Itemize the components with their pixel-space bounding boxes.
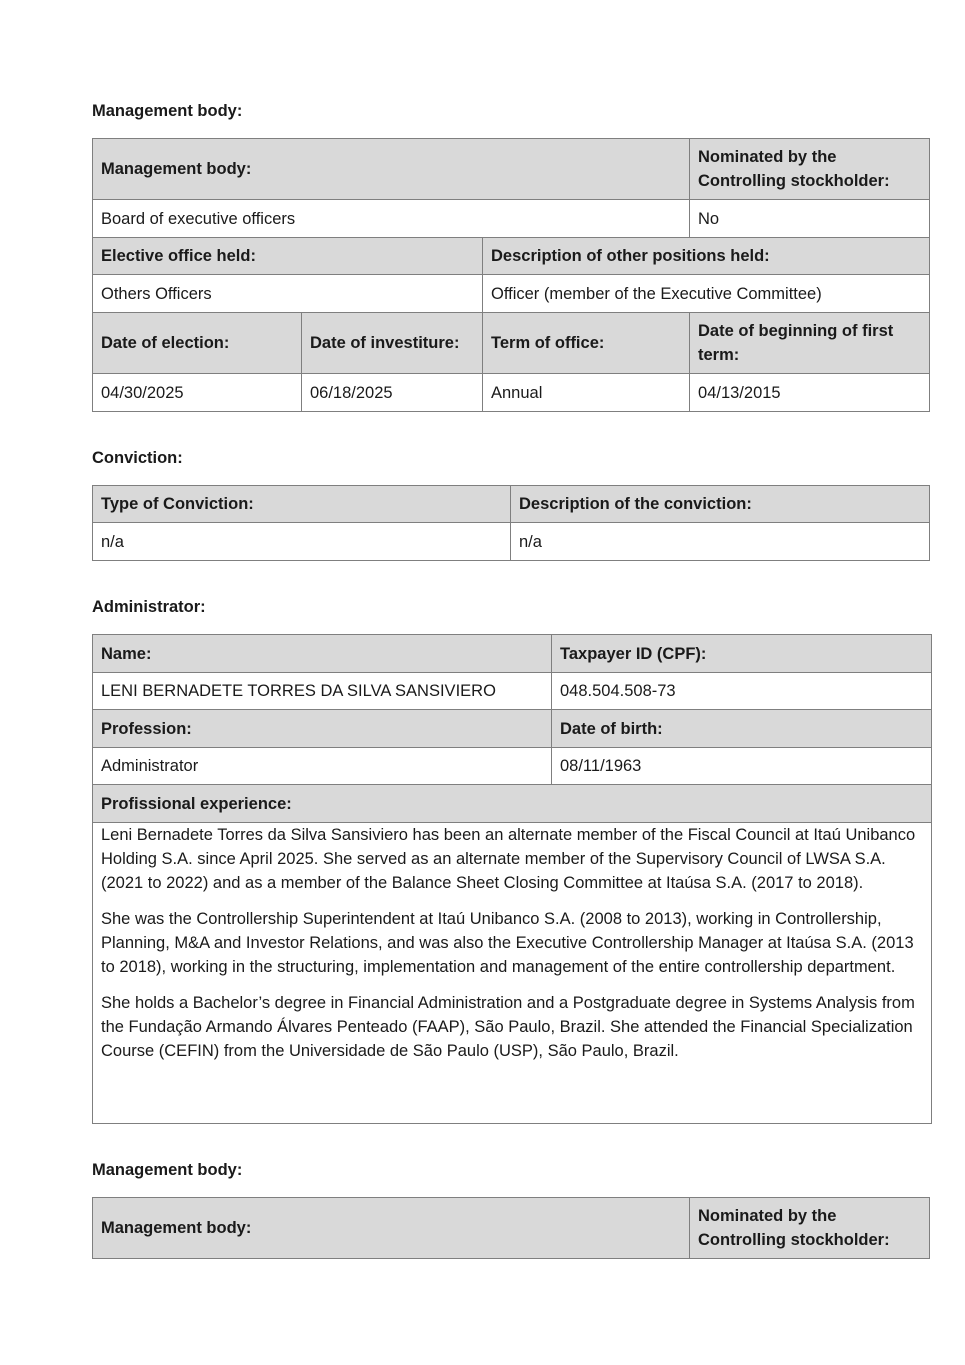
management-body-label: Management body: [93, 139, 690, 200]
conviction-section-title: Conviction: [92, 449, 183, 467]
term-value: Annual [483, 374, 690, 412]
date-investiture-label: Date of investiture: [302, 313, 483, 374]
date-election-label: Date of election: [93, 313, 302, 374]
experience-label: Profissional experience: [93, 785, 932, 823]
management-body-label-2: Management body: [93, 1198, 690, 1259]
name-label: Name: [93, 635, 552, 673]
first-term-value: 04/13/2015 [690, 374, 930, 412]
profession-label: Profession: [93, 710, 552, 748]
nominated-value: No [690, 200, 930, 238]
management-body-table [92, 138, 930, 412]
experience-paragraph: She holds a Bachelor’s degree in Financial Administration and a Postgraduate degree in Systems Analysis from the Fundação Armando Álvares Penteado (FAAP), São Paulo, Brazil. She attended the Financial Specialization Course (CEFIN) from the Universidade de São Paulo (USP), São Paulo, Brazil. [101, 994, 915, 1060]
term-label: Term of office: [483, 313, 690, 374]
conviction-type-label: Type of Conviction: [93, 486, 511, 523]
experience-text [93, 823, 932, 1124]
conviction-description-label: Description of the conviction: [511, 486, 930, 523]
experience-paragraph: Leni Bernadete Torres da Silva Sansiviero has been an alternate member of the Fiscal Council at Itaú Unibanco Holding S.A. since April 2025. She served as an alternate member of the Supervisory Council of LWSA S.A. (2021 to 2022) and as a member of the Balance Sheet Closing Committee at Itaúsa S.A. (2017 to 2018). [101, 826, 916, 892]
name-value: LENI BERNADETE TORRES DA SILVA SANSIVIERO [93, 673, 552, 710]
nominated-label: Nominated by the Controlling stockholder: [690, 139, 930, 200]
elective-office-value: Others Officers [93, 275, 483, 313]
profession-value: Administrator [93, 748, 552, 785]
date-election-value: 04/30/2025 [93, 374, 302, 412]
conviction-type-value: n/a [93, 523, 511, 561]
other-positions-value: Officer (member of the Executive Committee) [483, 275, 930, 313]
nominated-label-2: Nominated by the Controlling stockholder: [690, 1198, 930, 1259]
administrator-section-title: Administrator: [92, 598, 206, 616]
other-positions-label: Description of other positions held: [483, 238, 930, 275]
management-body-value: Board of executive officers [93, 200, 690, 238]
experience-paragraph: She was the Controllership Superintendent at Itaú Unibanco S.A. (2008 to 2013), working in Controllership, Planning, M&A and Investor Relations, and was also the Executive Controllership Manager at Itaúsa S.A. (2013 to 2018), working in the structuring, implementation and management of the entire controllership department. [101, 910, 914, 976]
first-term-label: Date of beginning of first term: [690, 313, 930, 374]
management-body-section-title-2: Management body: [92, 1161, 243, 1179]
birth-label: Date of birth: [552, 710, 932, 748]
conviction-table [92, 485, 930, 561]
conviction-description-value: n/a [511, 523, 930, 561]
birth-value: 08/11/1963 [552, 748, 932, 785]
cpf-label: Taxpayer ID (CPF): [552, 635, 932, 673]
management-body-table-2 [92, 1197, 930, 1259]
elective-office-label: Elective office held: [93, 238, 483, 275]
administrator-table [92, 634, 932, 1124]
management-body-section-title: Management body: [92, 102, 243, 120]
date-investiture-value: 06/18/2025 [302, 374, 483, 412]
cpf-value: 048.504.508-73 [552, 673, 932, 710]
